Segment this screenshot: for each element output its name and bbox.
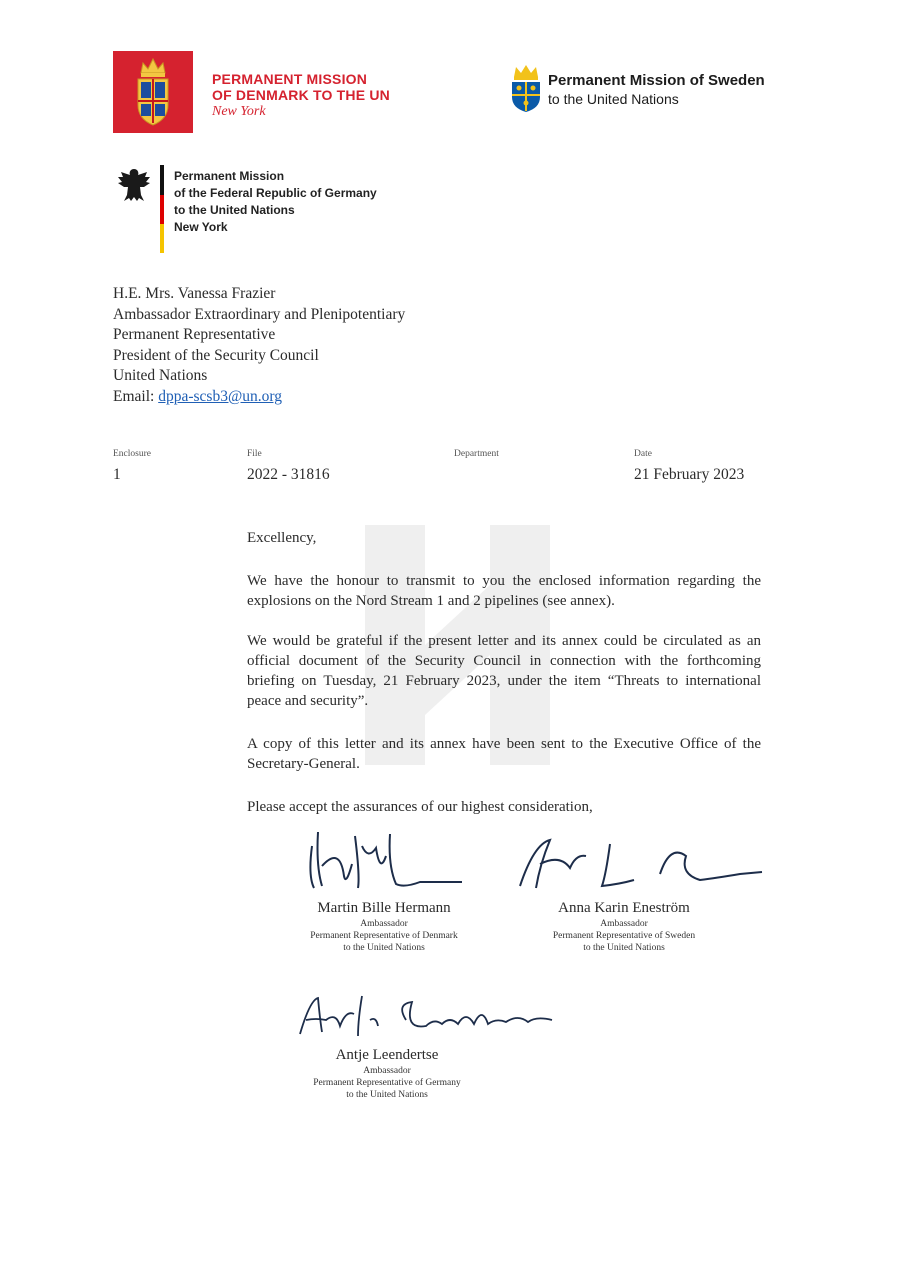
signatory-2-organization: to the United Nations	[583, 943, 665, 953]
signatory-3-title: Ambassador	[363, 1066, 411, 1076]
recipient-name: H.E. Mrs. Vanessa Frazier	[113, 285, 276, 302]
salutation: Excellency,	[247, 530, 317, 546]
denmark-coat-of-arms-logo	[113, 51, 193, 133]
denmark-heading-line1: PERMANENT MISSION	[212, 71, 368, 87]
recipient-role: Permanent Representative	[113, 326, 276, 343]
signatory-1-name: Martin Bille Hermann	[317, 900, 451, 916]
email-label: Email:	[113, 387, 155, 405]
signatory-1-position: Permanent Representative of Denmark	[310, 931, 458, 941]
recipient-address	[113, 284, 405, 407]
recipient-title: Ambassador Extraordinary and Plenipotentiary	[113, 305, 406, 323]
file-value: 2022 - 31816	[247, 466, 330, 483]
germany-heading-line4: New York	[174, 220, 228, 234]
date-label: Date	[634, 449, 652, 459]
date-value: 21 February 2023	[634, 466, 745, 483]
sweden-heading-line2: to the United Nations	[548, 91, 679, 107]
signatory-2-position: Permanent Representative of Sweden	[552, 931, 696, 941]
signatory-2-name: Anna Karin Eneström	[558, 900, 690, 916]
recipient-email-row	[113, 387, 405, 408]
paragraph-1: We have the honour to transmit to you the enclosed information regarding the explosions on the Nord Stream 1 and 2 pipelines (see annex).	[247, 573, 761, 609]
signatory-3-organization: to the United Nations	[346, 1090, 428, 1100]
germany-heading-line1: Permanent Mission	[174, 169, 285, 183]
denmark-mission-heading	[212, 71, 390, 121]
signatory-2-titles	[504, 918, 744, 954]
germany-eagle-logo	[115, 165, 153, 205]
germany-flag-bar	[160, 165, 164, 253]
germany-heading-line2: of the Federal Republic of Germany	[174, 186, 377, 200]
denmark-heading-city: New York	[212, 104, 266, 119]
paragraph-3: A copy of this letter and its annex have been sent to the Executive Office of the Secretary-General.	[247, 736, 761, 772]
signatory-1-title: Ambassador	[360, 919, 408, 929]
signature-hermann	[300, 826, 470, 905]
recipient-organization: United Nations	[113, 367, 208, 384]
germany-heading-line3: to the United Nations	[174, 203, 295, 217]
sweden-mission-heading	[548, 72, 765, 108]
enclosure-value: 1	[113, 466, 121, 483]
signatory-2-title: Ambassador	[600, 919, 648, 929]
recipient-office: President of the Security Council	[113, 346, 319, 364]
signatory-3-titles	[267, 1065, 507, 1101]
signatory-3-name: Antje Leendertse	[335, 1047, 439, 1063]
sweden-heading-line1: Permanent Mission of Sweden	[548, 72, 765, 89]
signatory-3-position: Permanent Representative of Germany	[313, 1078, 461, 1088]
signatory-1-titles	[264, 918, 504, 954]
enclosure-label: Enclosure	[113, 449, 151, 459]
closing-line: Please accept the assurances of our highest consideration,	[247, 799, 593, 815]
department-label: Department	[454, 449, 499, 459]
email-link[interactable]: dppa-scsb3@un.org	[158, 387, 282, 405]
paragraph-2: We would be grateful if the present letter and its annex could be circulated as an official document of the Security Council in connection with the forthcoming briefing on Tuesday, 21 February 2023, under the item “Threats to international peace and security”.	[247, 633, 761, 709]
file-label: File	[247, 449, 262, 459]
germany-mission-heading	[174, 168, 377, 236]
signatory-1-organization: to the United Nations	[343, 943, 425, 953]
signature-enestrom	[510, 834, 770, 899]
denmark-heading-line2: OF DENMARK TO THE UN	[212, 87, 390, 103]
sweden-coat-of-arms-logo	[508, 63, 544, 113]
signature-leendertse	[296, 990, 576, 1047]
